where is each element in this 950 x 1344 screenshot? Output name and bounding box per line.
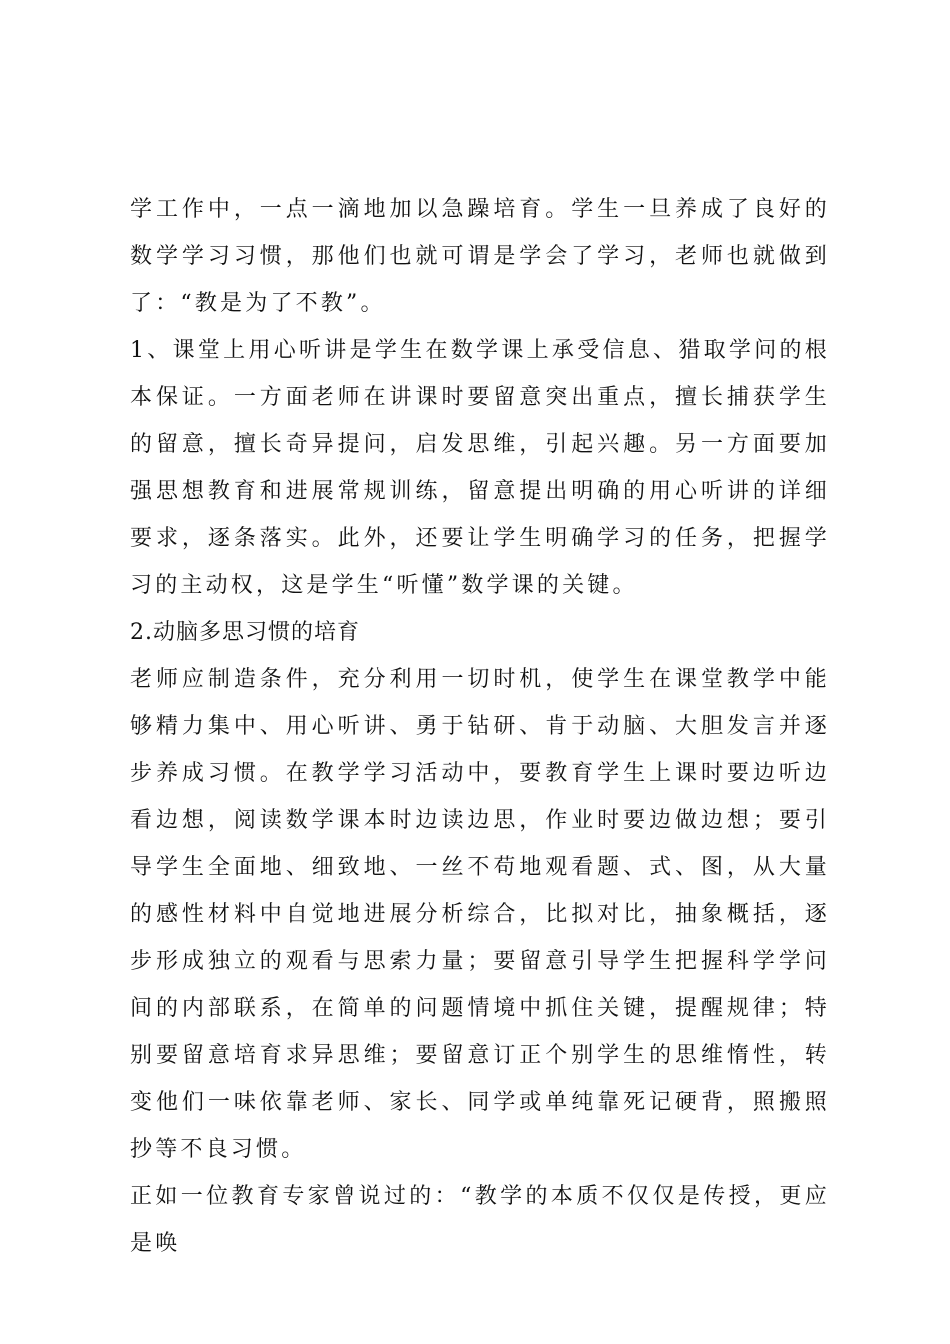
section-heading-thinking-habit: 2.动脑多思习惯的培育	[130, 620, 360, 645]
paragraph-expert-quote: 正如一位教育专家曾说过的：“教学的本质不仅仅是传授，更应是唤	[130, 1184, 830, 1256]
paragraph-continuation: 学工作中，一点一滴地加以急躁培育。学生一旦养成了良好的数学学习习惯，那他们也就可谓是学会了学习，老师也就做到了：“教是为了不教”。	[130, 197, 830, 316]
document-body	[130, 186, 830, 1267]
paragraph-thinking-habit: 老师应制造条件，充分利用一切时机，使学生在课堂教学中能够精力集中、用心听讲、勇于钻研、肯于动脑、大胆发言并逐步养成习惯。在教学学习活动中，要教育学生上课时要边听边看边想，阅读数学课本时边读边思，作业时要边做边想；要引导学生全面地、细致地、一丝不苟地观看题、式、图，从大量的感性材料中自觉地进展分析综合，比拟对比，抽象概括，逐步形成独立的观看与思索力量；要留意引导学生把握科学学问间的内部联系，在简单的问题情境中抓住关键，提醒规律；特别要留意培育求异思维；要留意订正个别学生的思维惰性，转变他们一味依靠老师、家长、同学或单纯靠死记硬背，照搬照抄等不良习惯。	[130, 667, 830, 1162]
paragraph-listening-habit: 1、课堂上用心听讲是学生在数学课上承受信息、猎取学问的根本保证。一方面老师在讲课时要留意突出重点，擅长捕获学生的留意，擅长奇异提问，启发思维，引起兴趣。另一方面要加强思想教育和进展常规训练，留意提出明确的用心听讲的详细要求，逐条落实。此外，还要让学生明确学习的任务，把握学习的主动权，这是学生“听懂”数学课的关键。	[130, 338, 830, 598]
